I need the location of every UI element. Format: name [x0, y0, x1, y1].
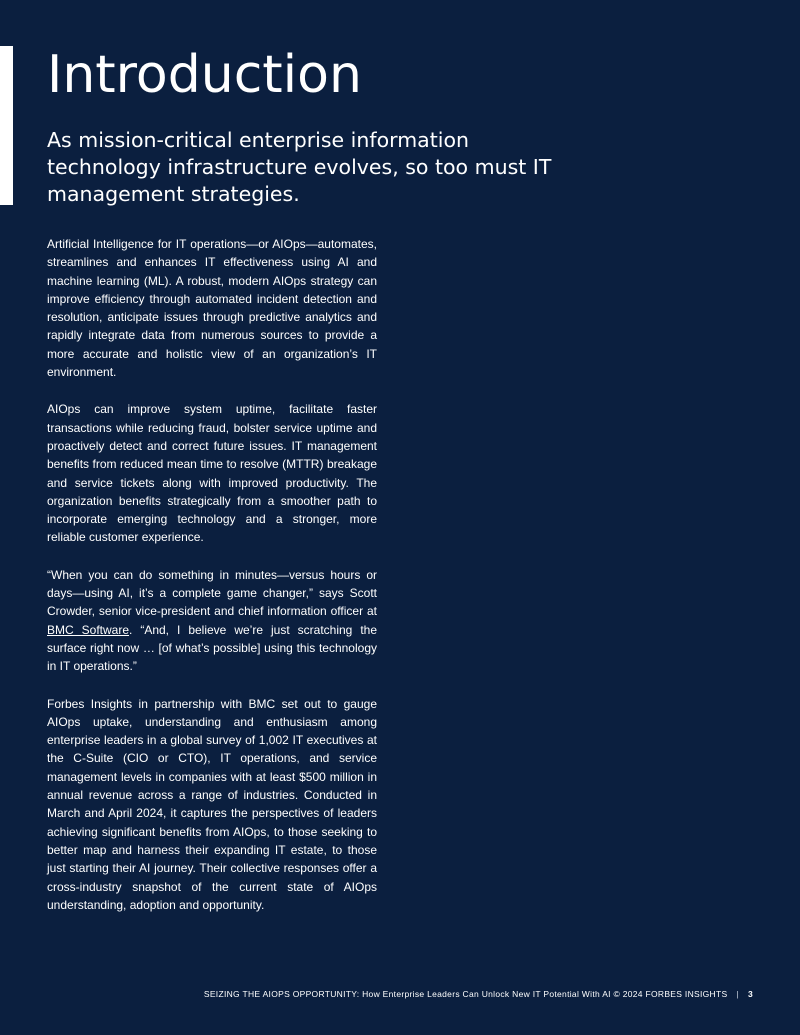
accent-bar: [0, 46, 13, 205]
quote-text-after-link: . “And, I believe we’re just scratching the surface right now … [of what’s possible] using this technology in IT operations.”: [47, 622, 378, 674]
page-title: Introduction: [47, 45, 362, 105]
page-number: 3: [747, 989, 753, 999]
footer-separator: |: [736, 989, 739, 999]
footer-text: SEIZING THE AIOPS OPPORTUNITY: How Enterprise Leaders Can Unlock New IT Potential With AI © 2024 FORBES INSIGHTS: [203, 989, 728, 999]
page-footer: [204, 989, 753, 999]
paragraph-2: AIOps can improve system uptime, facilitate faster transactions while reducing fraud, bolster service uptime and proactively detect and correct future issues. IT management benefits from reduced mean time to resolve (MTTR) breakage and service tickets along with improved productivity. The organization benefits strategically from a smoother path to incorporate emerging technology and a stronger, more reliable customer experience.: [47, 402, 377, 545]
bmc-software-link[interactable]: BMC Software: [47, 622, 130, 637]
body-text: [47, 235, 377, 933]
paragraph-4: Forbes Insights in partnership with BMC set out to gauge AIOps uptake, understanding and enthusiasm among enterprise leaders in a global survey of 1,002 IT executives at the C-Suite (CIO or CTO), IT operations, and service management levels in companies with at least $500 million in annual revenue across a range of industries. Conducted in March and April 2024, it captures the perspectives of leaders achieving significant benefits from AIOps, to those seeking to better map and harness their expanding IT estate, to those just starting their AI journey. Their collective responses offer a cross-industry snapshot of the current state of AIOps understanding, adoption and opportunity.: [47, 696, 377, 912]
quote-text-before-link: “When you can do something in minutes—versus hours or days—using AI, it’s a complete game changer,” says Scott Crowder, senior vice-president and chief information officer at: [47, 567, 377, 619]
paragraph-1: Artificial Intelligence for IT operations—or AIOps—automates, streamlines and enhances IT effectiveness using AI and machine learning (ML). A robust, modern AIOps strategy can improve efficiency through automated incident detection and resolution, anticipate issues through predictive analytics and rapidly integrate data from numerous sources to provide a more accurate and holistic view of an organization’s IT environment.: [47, 237, 377, 380]
page-subtitle: As mission-critical enterprise information technology infrastructure evolves, so too must IT management strategies.: [47, 128, 552, 206]
quote-paragraph: [47, 566, 377, 676]
